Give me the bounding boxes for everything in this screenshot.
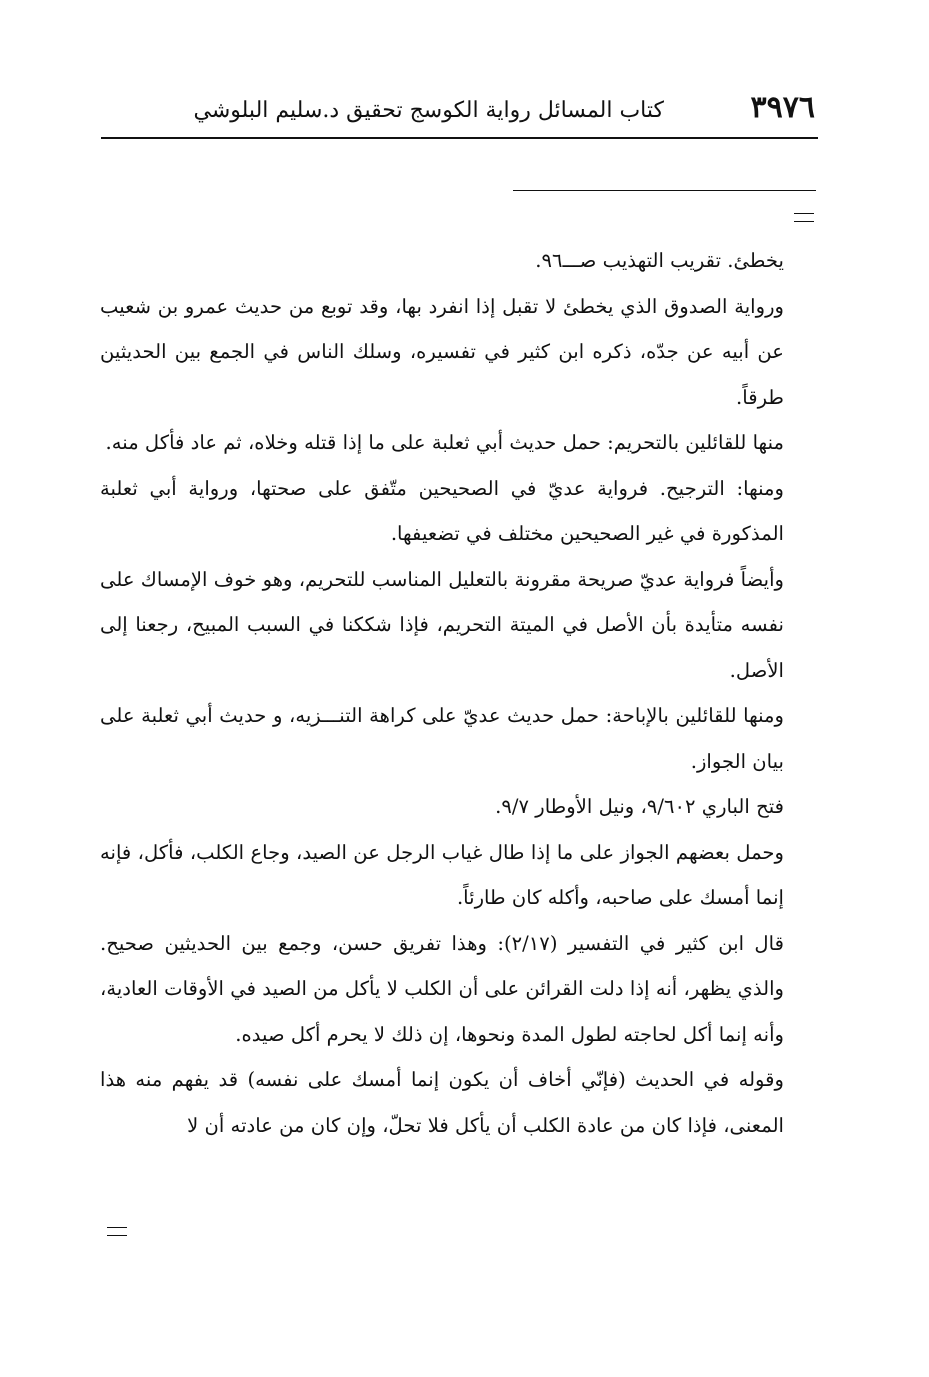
paragraph-5: وأيضاً فرواية عديّ صريحة مقرونة بالتعليل المناسب للتحريم، وهو خوف الإمساك على نفسه متأيدة بأن الأصل في الميتة التحريم، فإذا شككنا في السبب المبيح، رجعنا إلى الأصل. bbox=[100, 567, 784, 682]
paragraph-10: وقوله في الحديث (فإنّي أخاف أن يكون إنما أمسك على نفسه) قد يفهم منه هذا المعنى، فإذا كان من عادة الكلب أن يأكل فلا تحلّ، وإن كان من عادته أن لا bbox=[100, 1068, 784, 1137]
book-title: كتاب المسائل رواية الكوسج تحقيق د.سليم البلوشي bbox=[193, 98, 664, 123]
paragraph-1: يخطئ. تقريب التهذيب صـــ٩٦. bbox=[535, 249, 784, 272]
footnote-divider bbox=[513, 190, 816, 191]
paragraph-7: فتح الباري ٩/٦٠٢، ونيل الأوطار ٩/٧. bbox=[495, 795, 784, 818]
paragraph-6: ومنها للقائلين بالإباحة: حمل حديث عديّ على كراهة التنـــزيه، و حديث أبي ثعلبة على بيان الجواز. bbox=[100, 704, 784, 773]
paragraph-9: قال ابن كثير في التفسير (٢/١٧): وهذا تفريق حسن، وجمع بين الحديثين صحيح. والذي يظهر، أنه إذا دلت القرائن على أن الكلب لا يأكل من الصيد في الأوقات العادية، وأنه إنما أكل لحاجته لطول المدة ونحوها، إن ذلك لا يحرم أكل صيده. bbox=[100, 931, 784, 1046]
footnote-body bbox=[100, 238, 784, 1148]
page-number: ٣٩٧٦ bbox=[750, 90, 815, 125]
continuation-mark-top bbox=[794, 213, 814, 222]
paragraph-3: منها للقائلين بالتحريم: حمل حديث أبي ثعلبة على ما إذا قتله وخلاه، ثم عاد فأكل منه. bbox=[105, 431, 784, 454]
header-divider bbox=[101, 137, 818, 139]
paragraph-2: ورواية الصدوق الذي يخطئ لا تقبل إذا انفرد بها، وقد توبع من حديث عمرو بن شعيب عن أبيه عن جدّه، ذكره ابن كثير في تفسيره، وسلك الناس في الجمع بين الحديثين طرقاً. bbox=[100, 294, 784, 409]
continuation-mark-bottom bbox=[107, 1227, 127, 1236]
paragraph-4: ومنها: الترجيح. فرواية عديّ في الصحيحين متّفق على صحتها، ورواية أبي ثعلبة المذكورة في غير الصحيحين مختلف في تضعيفها. bbox=[100, 476, 784, 545]
paragraph-8: وحمل بعضهم الجواز على ما إذا طال غياب الرجل عن الصيد، وجاع الكلب، فأكل، فإنه إنما أمسك على صاحبه، وأكله كان طارئاً. bbox=[100, 840, 784, 909]
